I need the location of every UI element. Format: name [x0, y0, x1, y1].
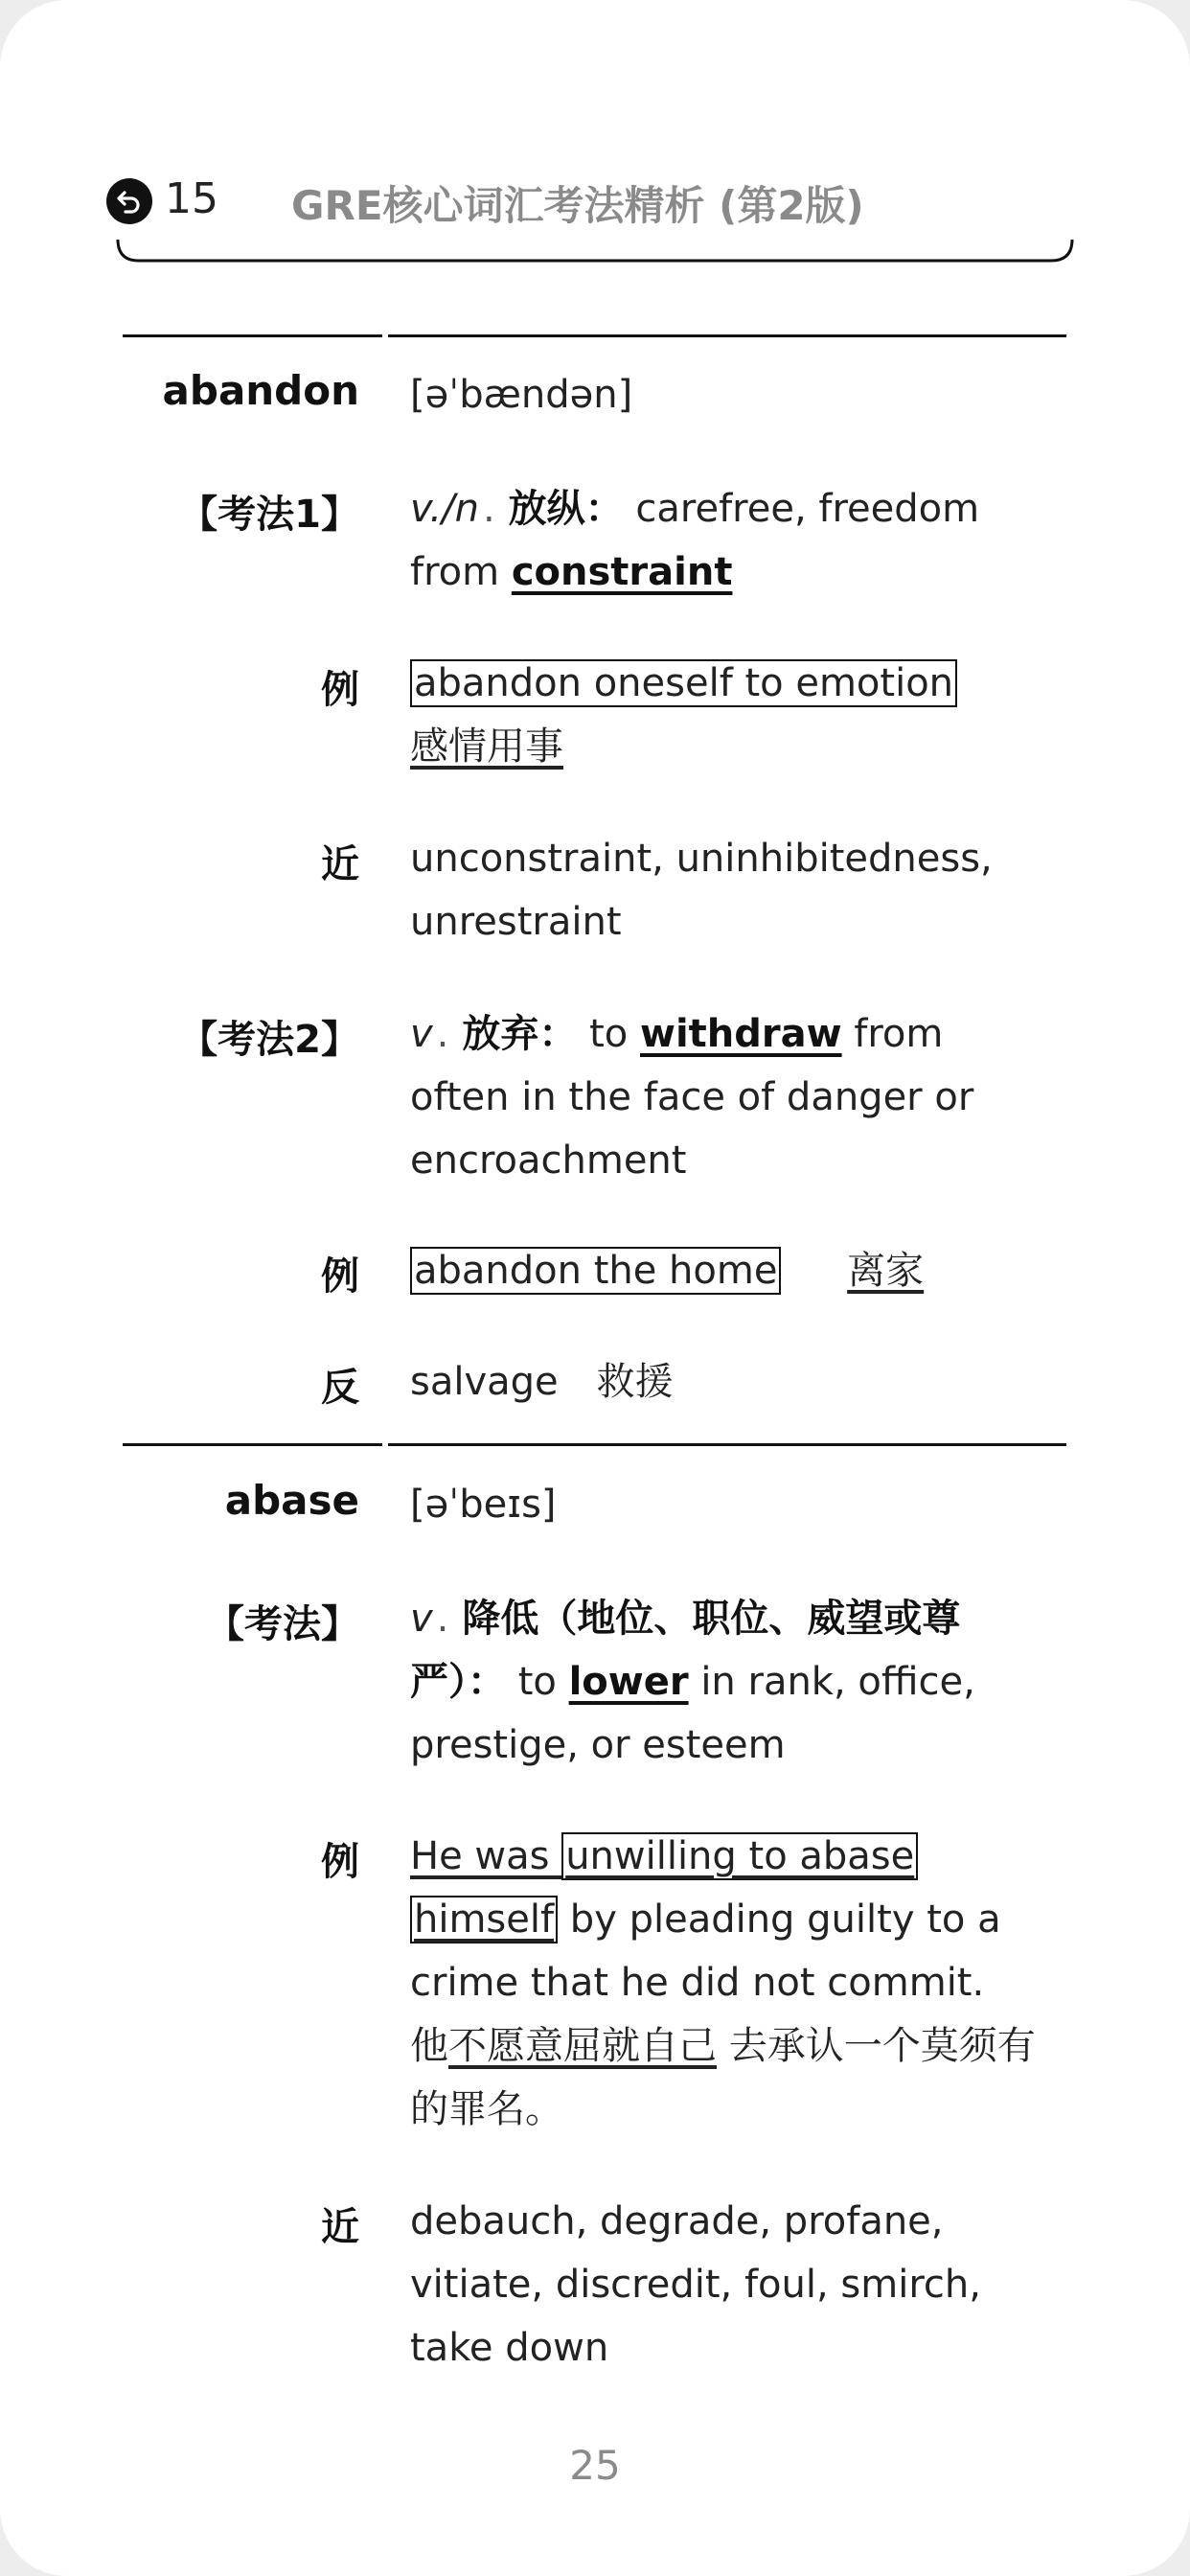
example-1: [410, 652, 1042, 778]
part-of-speech: v./n: [410, 487, 479, 531]
antonym-label: 反: [321, 1366, 359, 1410]
synonym-label: 近: [321, 2205, 359, 2249]
example-label: 例: [321, 668, 359, 712]
meaning-en: to: [589, 1012, 629, 1056]
example-sentence: by pleading guilty to a crime that he did not commit.: [410, 1898, 1001, 2005]
meaning-en: in rank, office, prestige, or esteem: [410, 1660, 975, 1767]
example-translation: 离家: [847, 1249, 925, 1293]
meaning-cn: 放弃：: [462, 1012, 578, 1056]
example-translation: 感情用事: [410, 724, 563, 769]
back-count: 15: [165, 174, 218, 223]
antonym: [410, 1350, 1042, 1414]
example-label: 例: [321, 1254, 359, 1299]
section-divider: [123, 1443, 382, 1446]
section-divider: [388, 334, 1066, 337]
synonym-label: 近: [321, 842, 359, 886]
meaning-label: 【考法】: [206, 1602, 359, 1646]
meaning-en: from often in the face of danger or encroachment: [410, 1012, 974, 1183]
phonetic: [əˈbændən]: [410, 373, 633, 417]
antonym-en: salvage: [410, 1360, 559, 1404]
example-phrase[interactable]: abandon oneself to emotion: [410, 659, 957, 707]
pos-dot: .: [482, 487, 495, 531]
key-word[interactable]: withdraw: [639, 1012, 842, 1056]
phonetic: [əˈbeɪs]: [410, 1483, 557, 1527]
headword: abandon: [162, 367, 359, 414]
example: [410, 1825, 1042, 2141]
page-number: 25: [569, 2442, 621, 2489]
meaning-en: to: [517, 1660, 557, 1704]
example-translation: 去承认一个莫须有的罪名。: [410, 2024, 1036, 2131]
header-bracket-divider: [115, 236, 1075, 264]
antonym-cn: 救援: [596, 1360, 674, 1404]
section-divider: [388, 1443, 1066, 1446]
headword: abase: [224, 1477, 359, 1524]
meaning-label: 【考法2】: [179, 1018, 359, 1062]
example-label: 例: [321, 1840, 359, 1884]
meaning-en: carefree, freedom from: [410, 487, 980, 594]
meaning-2: [410, 1002, 1042, 1192]
example-phrase[interactable]: abandon the home: [410, 1247, 781, 1295]
synonyms: unconstraint, uninhibitedness, unrestraint: [410, 837, 993, 944]
key-word[interactable]: lower: [568, 1660, 689, 1704]
back-arrow-icon: [115, 187, 144, 216]
key-word[interactable]: constraint: [511, 550, 733, 594]
back-button[interactable]: [106, 178, 152, 224]
example-sentence: He was: [410, 1834, 550, 1878]
meaning-1: [410, 477, 1042, 604]
pos-dot: .: [436, 1597, 449, 1641]
example-phrase[interactable]: unwilling to abase: [561, 1832, 918, 1880]
synonyms: debauch, degrade, profane, vitiate, discredit, foul, smirch, take down: [410, 2199, 981, 2370]
example-translation: 他: [410, 2024, 448, 2068]
example-translation-key: 不愿意屈就自己: [448, 2024, 717, 2068]
part-of-speech: v: [410, 1597, 433, 1641]
reader-header: [0, 169, 1190, 236]
meaning-cn: 放纵：: [508, 487, 624, 531]
meaning-label: 【考法1】: [179, 493, 359, 537]
meaning-cn: 降低（地位、职位、威望或尊严）：: [410, 1597, 961, 1704]
example-phrase[interactable]: himself: [410, 1896, 558, 1944]
pos-dot: .: [436, 1012, 449, 1056]
example-2: [410, 1239, 1042, 1302]
meaning: [410, 1587, 1042, 1777]
section-divider: [123, 334, 382, 337]
book-title: GRE核心词汇考法精析 (第2版): [291, 182, 864, 229]
part-of-speech: v: [410, 1012, 433, 1056]
